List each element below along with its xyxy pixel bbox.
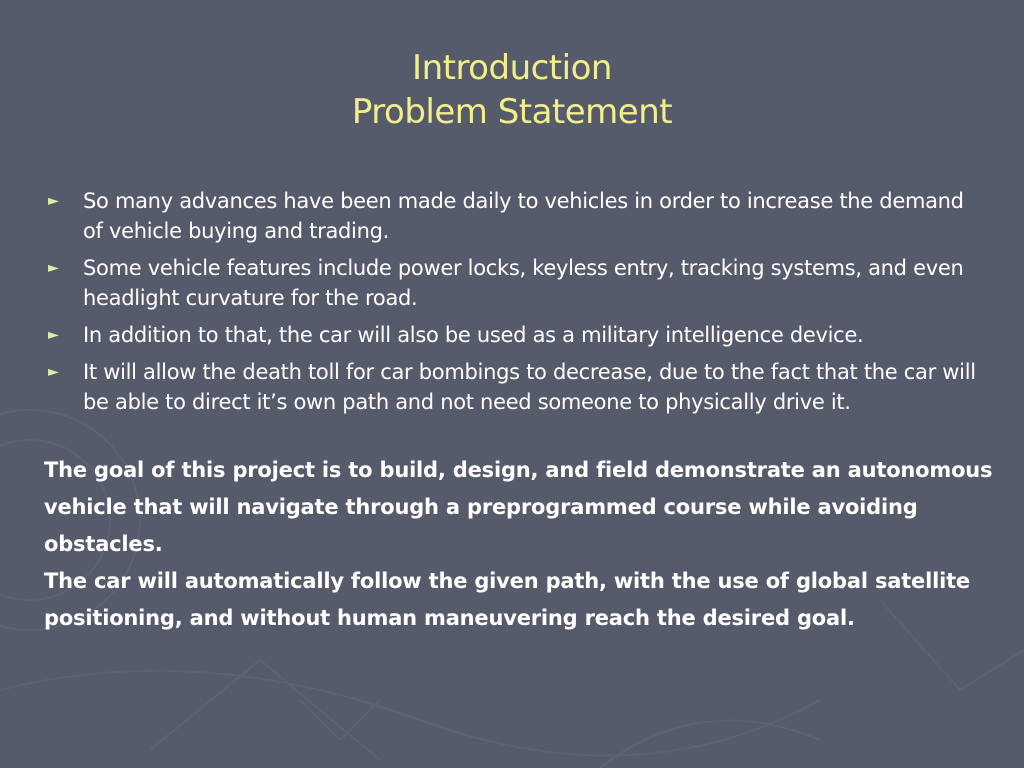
triangle-bullet-icon: ► xyxy=(48,364,59,380)
bullet-item xyxy=(44,253,984,313)
bullet-text: In addition to that, the car will also be used as a military intelligence device. xyxy=(83,323,864,347)
bullet-item xyxy=(44,186,984,246)
goal-paragraph: The goal of this project is to build, design, and field demonstrate an autonomous vehicle that will navigate through a preprogrammed course while avoiding obstacles. xyxy=(44,458,993,556)
goal-paragraph: The car will automatically follow the given path, with the use of global satellite positioning, and without human maneuvering reach the desired goal. xyxy=(44,569,970,630)
bullet-item xyxy=(44,320,984,350)
bullet-item xyxy=(44,357,984,417)
title-line-introduction: Introduction xyxy=(412,48,612,88)
triangle-bullet-icon: ► xyxy=(48,193,59,209)
slide-title xyxy=(0,46,1024,134)
title-line-problem-statement: Problem Statement xyxy=(351,92,673,132)
bullet-text: It will allow the death toll for car bombings to decrease, due to the fact that the car will be able to direct it’s own path and not need someone to physically drive it. xyxy=(83,360,976,414)
triangle-bullet-icon: ► xyxy=(48,260,59,276)
bullet-list xyxy=(44,186,984,424)
bullet-text: Some vehicle features include power locks, keyless entry, tracking systems, and even headlight curvature for the road. xyxy=(83,256,964,310)
bullet-text: So many advances have been made daily to vehicles in order to increase the demand of vehicle buying and trading. xyxy=(83,189,964,243)
triangle-bullet-icon: ► xyxy=(48,327,59,343)
